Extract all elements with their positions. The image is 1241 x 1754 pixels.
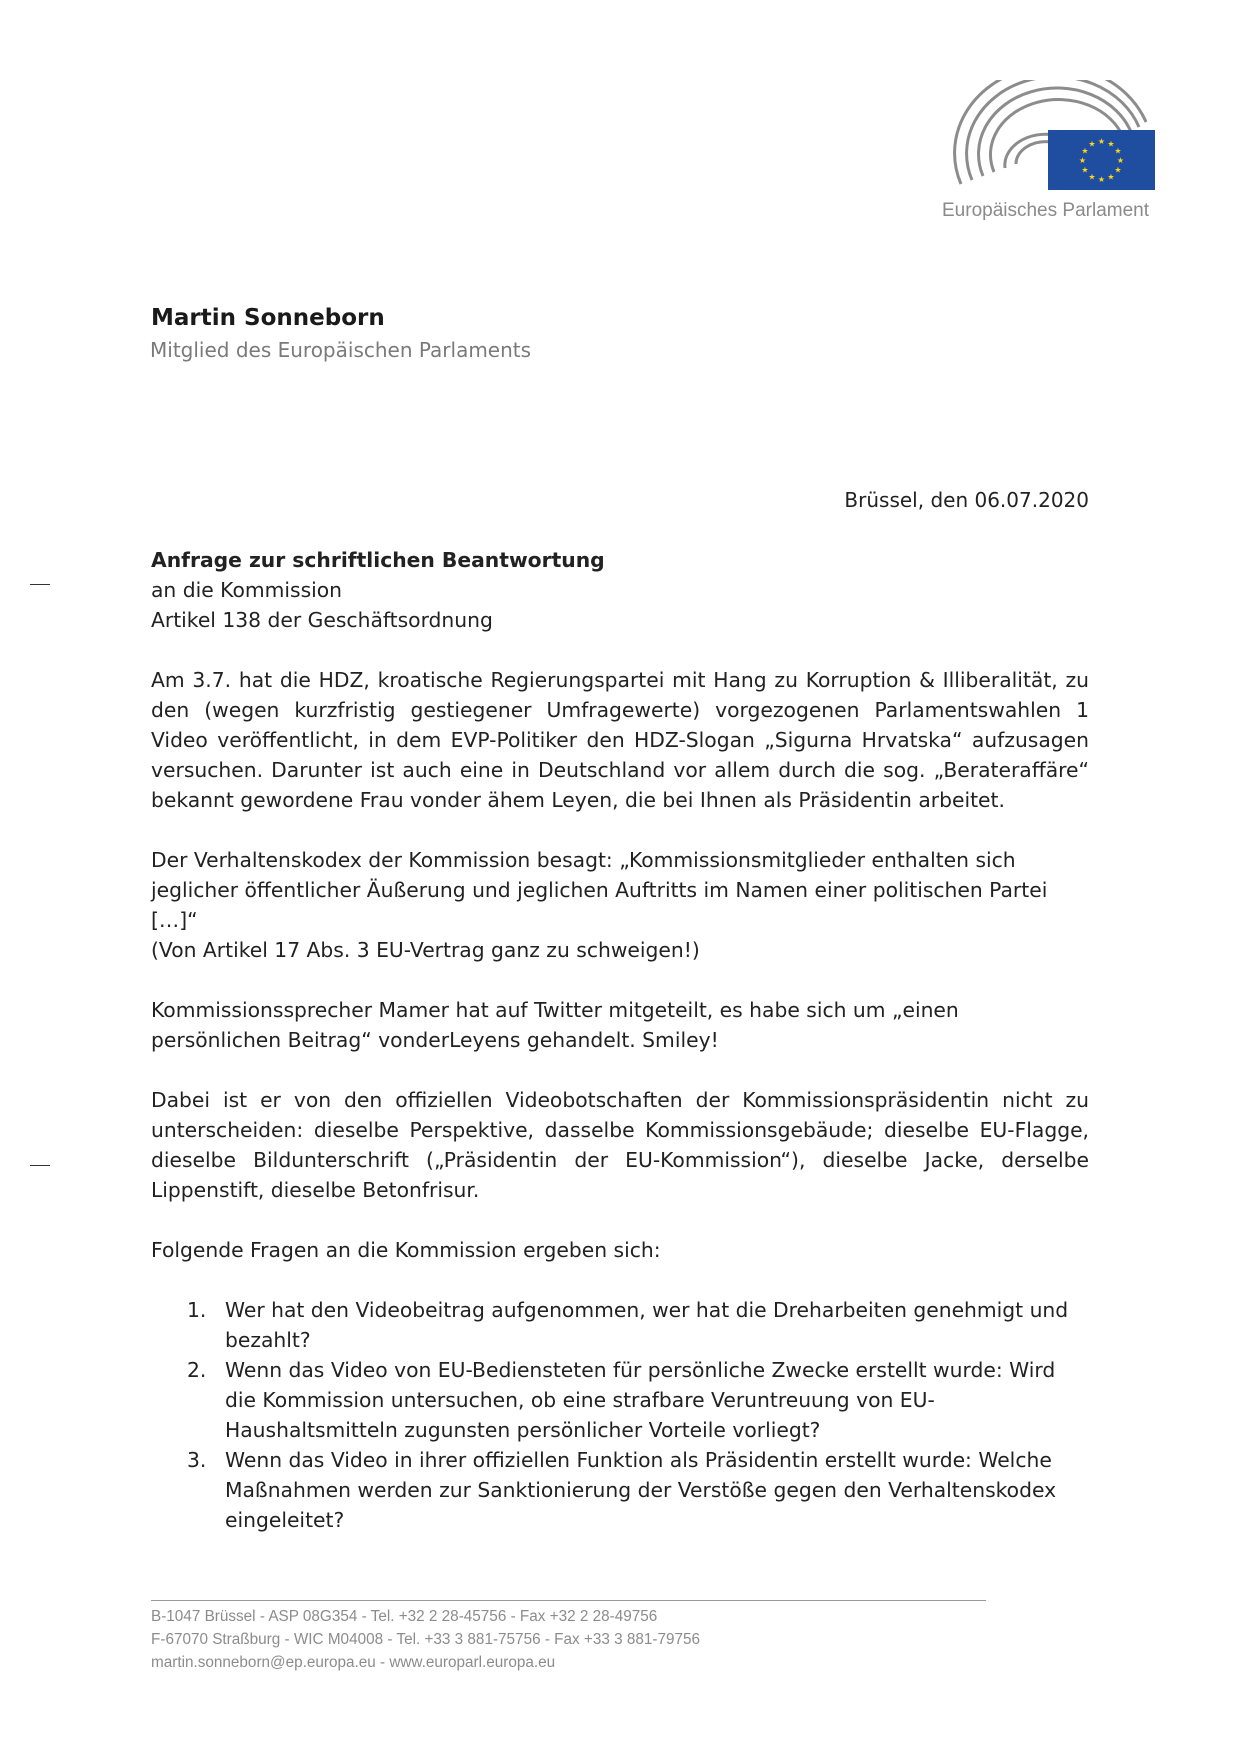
- paragraph-text: Dabei ist er von den offiziellen Videobotschaften der Kommissionspräsidentin nicht zu unterscheiden: dieselbe Perspektive, dasselbe Kommissionsgebäude; dieselbe EU-Flagge, dieselbe Bildunterschrift („Präsidentin der EU-Kommission“), dieselbe Jacke, derselbe Lippenstift, dieselbe Betonfrisur.: [151, 1088, 1089, 1202]
- logo-caption: Europäisches Parlament: [942, 200, 1149, 221]
- svg-text:★: ★: [1088, 172, 1096, 182]
- body-paragraph-1: [151, 665, 1089, 815]
- subject-recipient: an die Kommission: [151, 578, 343, 602]
- footer-divider: [151, 1600, 986, 1601]
- body-paragraph-3: [151, 935, 1089, 965]
- body-paragraph-4: [151, 995, 1089, 1055]
- footer-contact: martin.sonneborn@ep.europa.eu - www.europarl.europa.eu: [151, 1654, 556, 1671]
- list-item-number: 1.: [187, 1298, 207, 1322]
- sender-name: Martin Sonneborn: [151, 305, 385, 331]
- paragraph-text: Der Verhaltenskodex der Kommission besagt: „Kommissionsmitglieder enthalten sich jeglicher öffentlicher Äußerung und jeglichen Auftritts im Namen einer politischen Partei […]“: [151, 848, 1048, 932]
- european-parliament-logo: [935, 80, 1157, 190]
- list-item-text: Wer hat den Videobeitrag aufgenommen, wer hat die Dreharbeiten genehmigt und bezahlt?: [225, 1298, 1069, 1352]
- list-item-number: 3.: [187, 1448, 207, 1472]
- svg-text:★: ★: [1081, 146, 1089, 156]
- body-paragraph-2: [151, 845, 1089, 935]
- svg-text:★: ★: [1097, 175, 1106, 184]
- svg-text:★: ★: [1116, 156, 1125, 165]
- svg-text:★: ★: [1107, 139, 1115, 149]
- footer-strasbourg: F-67070 Straßburg - WIC M04008 - Tel. +33 3 881-75756 - Fax +33 3 881-79756: [151, 1631, 701, 1648]
- list-item: [151, 1445, 1089, 1535]
- svg-text:★: ★: [1114, 165, 1122, 175]
- list-item: [151, 1295, 1089, 1355]
- body-paragraph-5: [151, 1085, 1089, 1205]
- question-list: [151, 1295, 1089, 1535]
- paragraph-text: (Von Artikel 17 Abs. 3 EU-Vertrag ganz zu schweigen!): [151, 938, 700, 962]
- list-item: [151, 1355, 1089, 1445]
- paragraph-text: Folgende Fragen an die Kommission ergeben sich:: [151, 1238, 661, 1262]
- subject-block: [151, 545, 1089, 635]
- list-item-number: 2.: [187, 1358, 207, 1382]
- svg-text:★: ★: [1097, 137, 1106, 146]
- body-paragraph-6: [151, 1235, 1089, 1265]
- paragraph-text: Kommissionssprecher Mamer hat auf Twitter mitgeteilt, es habe sich um „einen persönlichen Beitrag“ vonderLeyens gehandelt. Smiley!: [151, 998, 959, 1052]
- footer: [151, 1605, 700, 1674]
- svg-text:★: ★: [1107, 172, 1115, 182]
- paragraph-text: Am 3.7. hat die HDZ, kroatische Regierungspartei mit Hang zu Korruption & Illiberalität, zu den (wegen kurzfristig gestiegener Umfragewerte) vorgezogenen Parlamentswahlen 1 Video veröffentlicht, in dem EVP-Politiker den HDZ-Slogan „Sigurna Hrvatska“ aufzusagen versuchen. Darunter ist auch eine in Deutschland vor allem durch die sog. „Berateraffäre“ bekannt gewordene Frau vonder ähem Leyen, die bei Ihnen als Präsidentin arbeitet.: [151, 668, 1089, 812]
- fold-mark-bottom: [30, 1165, 50, 1166]
- svg-text:★: ★: [1088, 139, 1096, 149]
- svg-text:★: ★: [1114, 146, 1122, 156]
- letter-date: Brüssel, den 06.07.2020: [844, 488, 1089, 512]
- footer-brussels: B-1047 Brüssel - ASP 08G354 - Tel. +32 2 28-45756 - Fax +32 2 28-49756: [151, 1608, 658, 1625]
- subject-title: Anfrage zur schriftlichen Beantwortung: [151, 548, 605, 572]
- list-item-text: Wenn das Video in ihrer offiziellen Funktion als Präsidentin erstellt wurde: Welche Maßnahmen werden zur Sanktionierung der Verstöße gegen den Verhaltenskodex eingeleitet?: [225, 1448, 1057, 1532]
- svg-text:★: ★: [1081, 165, 1089, 175]
- svg-text:★: ★: [1078, 156, 1087, 165]
- fold-mark-top: [30, 584, 50, 585]
- sender-role: Mitglied des Europäischen Parlaments: [150, 338, 532, 362]
- list-item-text: Wenn das Video von EU-Bediensteten für persönliche Zwecke erstellt wurde: Wird die Kommission untersuchen, ob eine strafbare Veruntreuung von EU-Haushaltsmitteln zugunsten persönlicher Vorteile vorliegt?: [225, 1358, 1056, 1442]
- subject-article: Artikel 138 der Geschäftsordnung: [151, 608, 493, 632]
